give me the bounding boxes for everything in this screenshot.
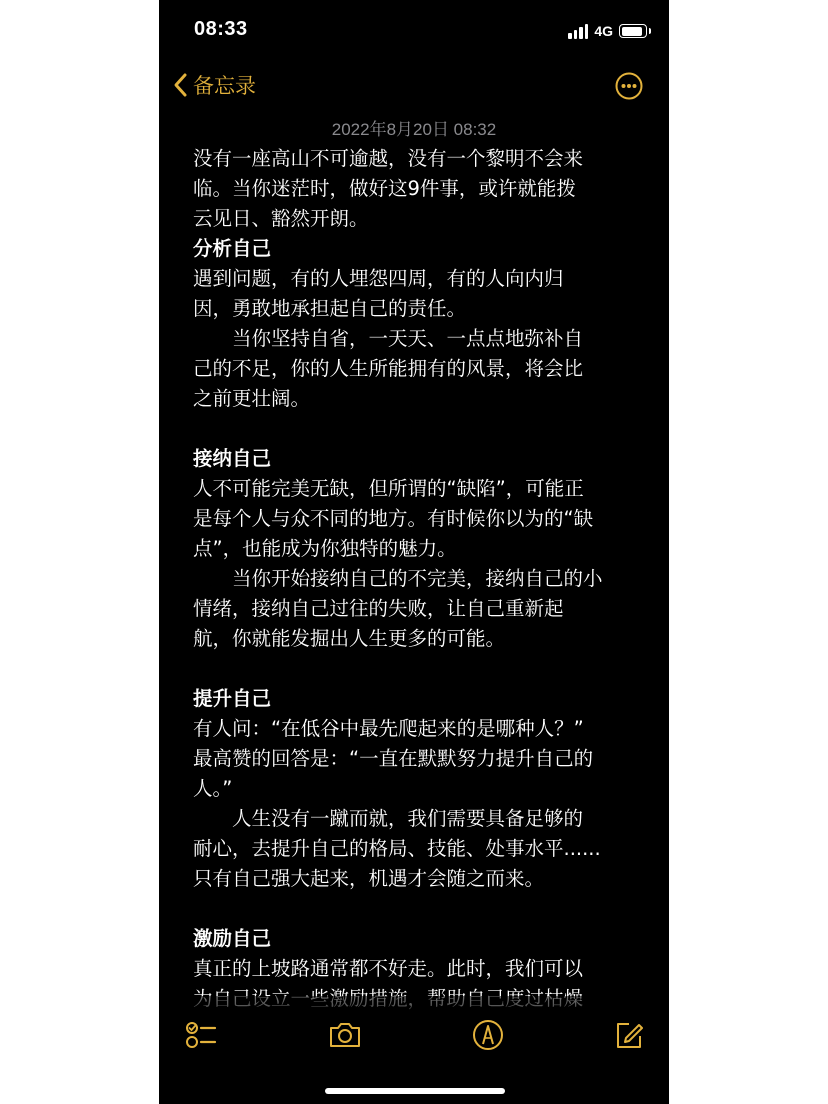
back-button-label: 备忘录	[193, 74, 256, 98]
note-line: 之前更壮阔。	[193, 387, 311, 410]
note-line: 有人问：“在低谷中最先爬起来的是哪种人？”	[193, 717, 584, 740]
phone-screen	[159, 0, 669, 1104]
blank-line	[193, 654, 639, 684]
note-line: 只有自己强大起来，机遇才会随之而来。	[193, 867, 545, 890]
note-line: 因，勇敢地承担起自己的责任。	[193, 297, 467, 320]
note-line: 航，你就能发掘出人生更多的可能。	[193, 627, 506, 650]
blank-line	[193, 894, 639, 924]
status-indicators	[568, 20, 647, 42]
note-line: 点”，也能成为你独特的魅力。	[193, 537, 457, 560]
note-line: 耐心，去提升自己的格局、技能、处事水平......	[193, 837, 601, 860]
section-heading: 提升自己	[193, 687, 272, 710]
note-line: 人生没有一蹴而就，我们需要具备足够的	[193, 807, 584, 830]
compose-icon[interactable]	[611, 1017, 647, 1053]
home-indicator[interactable]	[325, 1088, 505, 1094]
checklist-icon[interactable]	[183, 1017, 219, 1053]
note-line: 是每个人与众不同的地方。有时候你以为的“缺	[193, 507, 594, 530]
note-line: 临。当你迷茫时，做好这9件事，或许就能拨	[193, 177, 576, 200]
note-date: 2022年8月20日 08:32	[331, 120, 497, 139]
camera-icon[interactable]	[327, 1017, 363, 1053]
blank-line	[193, 414, 639, 444]
back-button[interactable]	[173, 70, 256, 100]
section-heading: 分析自己	[193, 237, 272, 260]
section-heading: 激励自己	[193, 927, 272, 950]
network-type: 4G	[594, 23, 613, 39]
note-body[interactable]	[193, 144, 639, 1014]
note-line: 情绪，接纳自己过往的失败，让自己重新起	[193, 597, 564, 620]
battery-icon	[619, 24, 647, 38]
cellular-signal-icon	[568, 23, 588, 39]
bottom-toolbar	[159, 1017, 669, 1057]
chevron-left-icon	[173, 71, 189, 99]
note-line: 人不可能完美无缺，但所谓的“缺陷”，可能正	[193, 477, 584, 500]
battery-level-fill	[622, 27, 643, 36]
note-line: 真正的上坡路通常都不好走。此时，我们可以	[193, 957, 584, 980]
note-line: 人。”	[193, 777, 233, 800]
note-line: 遇到问题，有的人埋怨四周，有的人向内归	[193, 267, 564, 290]
note-line: 当你坚持自省，一天天、一点点地弥补自	[193, 327, 584, 350]
note-line: 云见日、豁然开朗。	[193, 207, 369, 230]
note-line: 最高赞的回答是：“一直在默默努力提升自己的	[193, 747, 594, 770]
more-options-icon[interactable]	[615, 72, 643, 100]
markup-pen-icon[interactable]	[470, 1017, 506, 1053]
status-time: 08:33	[194, 18, 248, 40]
note-line: 没有一座高山不可逾越，没有一个黎明不会来	[193, 147, 584, 170]
section-heading: 接纳自己	[193, 447, 272, 470]
note-line: 当你开始接纳自己的不完美，接纳自己的小	[193, 567, 603, 590]
note-line: 己的不足，你的人生所能拥有的风景，将会比	[193, 357, 584, 380]
